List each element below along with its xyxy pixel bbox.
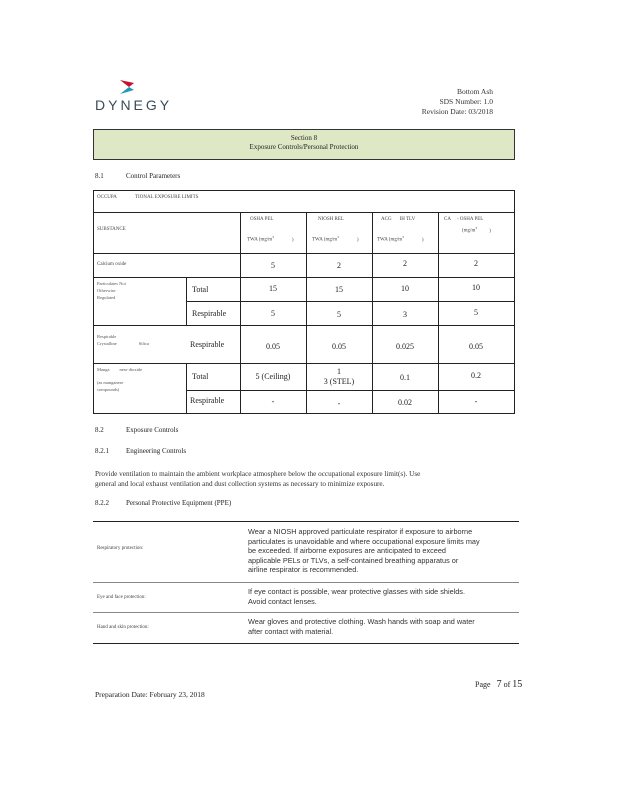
document-header bbox=[422, 87, 493, 117]
table-cell: 0.025 bbox=[396, 342, 414, 351]
table-title-part-a: OCCUPA bbox=[97, 195, 117, 200]
section-number: Section 8 bbox=[290, 134, 318, 142]
table-cell: 0.1 bbox=[400, 373, 410, 382]
table-cell: 3 bbox=[403, 310, 407, 319]
subsection-8-2-1-number: 8.2.1 bbox=[95, 447, 109, 455]
table-title-part-b: TIONAL EXPOSURE LIMITS bbox=[135, 195, 199, 200]
dynegy-logo-mark bbox=[118, 78, 142, 96]
silica-respirable-label: Respirable bbox=[190, 340, 225, 349]
subsection-8-2-2-title: Personal Protective Equipment (PPE) bbox=[126, 499, 232, 507]
table-cell: 0.2 bbox=[471, 371, 481, 380]
pnor-respirable-label: Respirable bbox=[192, 309, 227, 318]
table-cell: 5 bbox=[337, 310, 341, 319]
hand-skin-protection-label: Hand and skin protection: bbox=[97, 625, 149, 630]
table-cell: 3 (STEL) bbox=[323, 377, 355, 386]
ca-osha-pel-header: CA - OSHA PEL bbox=[444, 217, 484, 222]
eye-face-protection-label: Eye and face protection: bbox=[97, 595, 146, 600]
page-number: Page 7 of 15 bbox=[475, 679, 523, 690]
table-cell: 2 bbox=[403, 259, 407, 268]
niosh-rel-header: NIOSH REL bbox=[318, 217, 344, 222]
table-cell: 0.05 bbox=[332, 342, 346, 351]
subsection-8-2-2-number: 8.2.2 bbox=[95, 499, 109, 507]
table-cell: 15 bbox=[335, 285, 343, 294]
substance-column-header: SUBSTANCE bbox=[97, 227, 126, 232]
dynegy-logo-text: DYNEGY bbox=[95, 97, 173, 113]
table-cell: 10 bbox=[401, 284, 409, 293]
eye-face-protection-text: If eye contact is possible, wear protective glasses with side shields. Avoid contact lenses. bbox=[248, 587, 465, 606]
section-header-box bbox=[93, 129, 515, 160]
ca-osha-pel-unit: $(mg/m^3)$ bbox=[462, 226, 491, 234]
respiratory-protection-label: Respiratory protection: bbox=[97, 546, 144, 551]
table-cell: 2 bbox=[474, 259, 478, 268]
table-cell: - bbox=[474, 397, 478, 406]
table-cell: 1 bbox=[337, 367, 341, 376]
table-cell: 5 bbox=[271, 261, 275, 270]
table-cell: 0.05 bbox=[266, 342, 280, 351]
osha-pel-header: OSHA PEL bbox=[250, 217, 274, 222]
pnor-label: Particulates Not Otherwise Regulated bbox=[97, 281, 126, 300]
subsection-8-2-1-title: Engineering Controls bbox=[126, 447, 187, 455]
table-cell: 15 bbox=[269, 284, 277, 293]
table-cell: 5 bbox=[271, 309, 275, 318]
table-cell: 10 bbox=[472, 283, 480, 292]
respiratory-protection-text: Wear a NIOSH approved particulate respirator if exposure to airborne particulates is unavoidable and where occupational exposure limits may be exceeded. If airborne exposures are anticipated to exceed applicable PELs or TLVs, a self-contained breathing apparatus or airline respirator is recommended. bbox=[248, 527, 480, 574]
product-name: Bottom Ash bbox=[456, 87, 493, 96]
acgih-tlv-header: ACG IH TLV bbox=[381, 217, 416, 222]
preparation-date: Preparation Date: February 23, 2018 bbox=[95, 690, 205, 699]
manganese-respirable-label: Respirable bbox=[190, 396, 225, 405]
subsection-8-1-number: 8.1 bbox=[95, 172, 104, 180]
subsection-8-2-number: 8.2 bbox=[95, 426, 104, 434]
calcium-oxide-label: Calcium oxide bbox=[97, 262, 127, 267]
subsection-8-1-title: Control Parameters bbox=[126, 172, 181, 180]
table-cell: - bbox=[337, 399, 341, 408]
osha-pel-unit: TWA $(mg/m^3)$ bbox=[247, 235, 294, 243]
silica-label: Respirable Crystalline Silica bbox=[97, 334, 149, 346]
table-cell: 5 bbox=[474, 308, 478, 317]
engineering-controls-text: Provide ventilation to maintain the ambient workplace atmosphere below the occupational exposure limit(s). Use general and local exhaust ventilation and dust collection systems as necessary to minimize exposure. bbox=[95, 470, 421, 488]
table-cell: 5 (Ceiling) bbox=[255, 372, 291, 381]
section-title: Exposure Controls/Personal Protection bbox=[249, 143, 359, 151]
manganese-total-label: Total bbox=[192, 372, 209, 381]
table-cell: 0.05 bbox=[469, 342, 483, 351]
table-cell: 2 bbox=[337, 261, 341, 270]
subsection-8-2-title: Exposure Controls bbox=[126, 426, 179, 434]
table-cell: 0.02 bbox=[398, 398, 412, 407]
manganese-label: Manga nese dioxide (as manganese compounds) bbox=[97, 367, 143, 392]
table-cell: - bbox=[271, 397, 275, 406]
acgih-tlv-unit: TWA $(mg/m^3)$ bbox=[377, 235, 424, 243]
hand-skin-protection-text: Wear gloves and protective clothing. Wash hands with soap and water after contact with material. bbox=[248, 617, 475, 636]
niosh-rel-unit: TWA $(mg/m^3)$ bbox=[312, 235, 359, 243]
pnor-total-label: Total bbox=[192, 285, 209, 294]
sds-number: SDS Number: 1.0 bbox=[439, 97, 493, 106]
revision-date: Revision Date: 03/2018 bbox=[421, 107, 493, 116]
